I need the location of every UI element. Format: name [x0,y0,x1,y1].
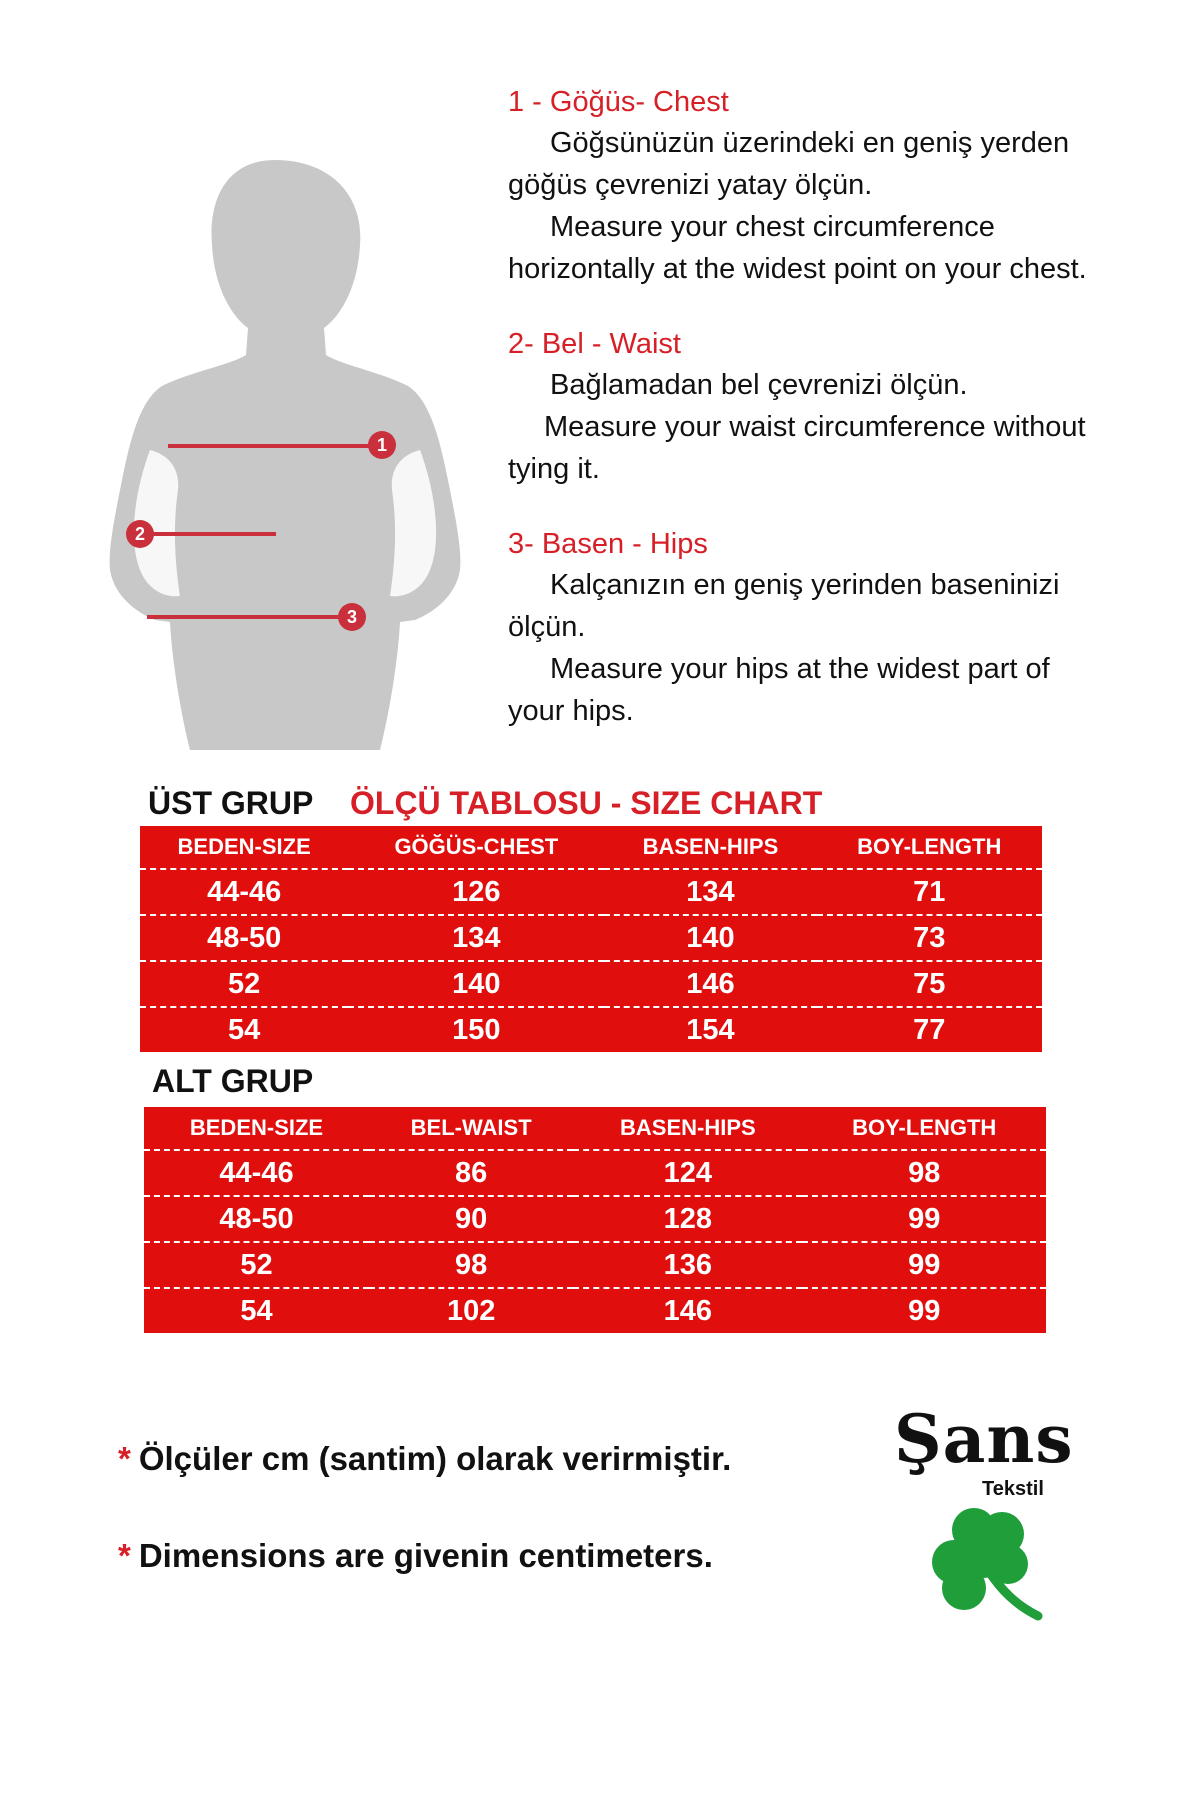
cell-hips: 146 [604,961,816,1007]
cell-size: 54 [144,1288,369,1333]
table-row [140,1007,1042,1052]
hips-tr-line2: ölçün. [508,611,586,643]
brand-logo [890,1400,1090,1640]
marker-2: 2 [126,520,154,548]
size-chart-title: ÖLÇÜ TABLOSU - SIZE CHART [350,785,823,821]
table-row [144,1242,1046,1288]
marker-3: 3 [338,603,366,631]
table-row [140,869,1042,915]
cell-hips: 124 [573,1150,802,1196]
cell-length: 98 [802,1150,1046,1196]
header-size: BEDEN-SIZE [189,1115,324,1140]
cell-chest: 150 [348,1007,604,1052]
chest-title: 1 - Göğüs- Chest [508,86,729,118]
header-hips: BASEN-HIPS [642,834,779,859]
table-header-row [140,826,1042,869]
header-hips: BASEN-HIPS [620,1115,756,1140]
cell-hips: 154 [604,1007,816,1052]
hips-section [508,524,1168,732]
note-tr-text: Ölçüler cm (santim) olarak verirmiştir. [138,1440,732,1477]
upper-size-table [140,826,1042,1052]
table-row [140,961,1042,1007]
note-units-en [118,1537,713,1575]
note-asterisk: * [118,1537,131,1574]
cell-length: 71 [817,869,1043,915]
cell-waist: 98 [369,1242,573,1288]
cell-length: 99 [802,1196,1046,1242]
cell-chest: 134 [348,915,604,961]
table-row [144,1288,1046,1333]
cell-hips: 128 [573,1196,802,1242]
measurement-instructions [508,82,1168,766]
logo-wordmark: Şans [894,1400,1074,1478]
header-length: BOY-LENGTH [852,1115,997,1140]
table-row [140,915,1042,961]
hips-title: 3- Basen - Hips [508,528,708,560]
clover-icon [926,1500,1056,1630]
note-units-tr [118,1440,731,1478]
cell-hips: 134 [604,869,816,915]
logo-subtitle: Tekstil [982,1478,1044,1500]
cell-hips: 146 [573,1288,802,1333]
cell-size: 52 [140,961,348,1007]
hips-tr-line1: Kalçanızın en geniş yerinden baseninizi [550,569,1060,601]
waist-en-line2: tying it. [508,453,600,485]
marker-1: 1 [368,431,396,459]
note-en-text: Dimensions are givenin centimeters. [138,1537,713,1574]
cell-length: 75 [817,961,1043,1007]
cell-length: 99 [802,1242,1046,1288]
chest-tr-line2: göğüs çevrenizi yatay ölçün. [508,169,873,201]
table-row [144,1150,1046,1196]
cell-waist: 90 [369,1196,573,1242]
chest-en-line2: horizontally at the widest point on your chest. [508,253,1087,285]
cell-size: 48-50 [144,1196,369,1242]
cell-length: 77 [817,1007,1043,1052]
cell-length: 99 [802,1288,1046,1333]
cell-waist: 102 [369,1288,573,1333]
chest-en-line1: Measure your chest circumference [550,211,995,243]
cell-chest: 140 [348,961,604,1007]
hips-en-line2: your hips. [508,695,634,727]
header-size: BEDEN-SIZE [177,834,311,859]
waist-tr-line1: Bağlamadan bel çevrenizi ölçün. [550,369,968,401]
cell-size: 44-46 [144,1150,369,1196]
table-row [144,1196,1046,1242]
lower-group-label: ALT GRUP [152,1063,314,1099]
cell-size: 52 [144,1242,369,1288]
chest-tr-line1: Göğsünüzün üzerindeki en geniş yerden [550,127,1070,159]
cell-chest: 126 [348,869,604,915]
cell-size: 44-46 [140,869,348,915]
waist-section [508,324,1168,490]
hips-en-line1: Measure your hips at the widest part of [550,653,1050,685]
cell-waist: 86 [369,1150,573,1196]
header-waist: BEL-WAIST [410,1115,532,1140]
cell-hips: 136 [573,1242,802,1288]
table-header-row [144,1107,1046,1150]
body-silhouette [80,150,490,750]
cell-length: 73 [817,915,1043,961]
waist-title: 2- Bel - Waist [508,328,681,360]
lower-size-table [144,1107,1046,1333]
cell-size: 54 [140,1007,348,1052]
cell-size: 48-50 [140,915,348,961]
waist-en-line1: Measure your waist circumference without [544,411,1086,443]
note-asterisk: * [118,1440,131,1477]
chest-section [508,82,1168,290]
upper-group-label: ÜST GRUP [148,785,314,821]
header-length: BOY-LENGTH [857,834,1002,859]
header-chest: GÖĞÜS-CHEST [394,834,559,859]
cell-hips: 140 [604,915,816,961]
